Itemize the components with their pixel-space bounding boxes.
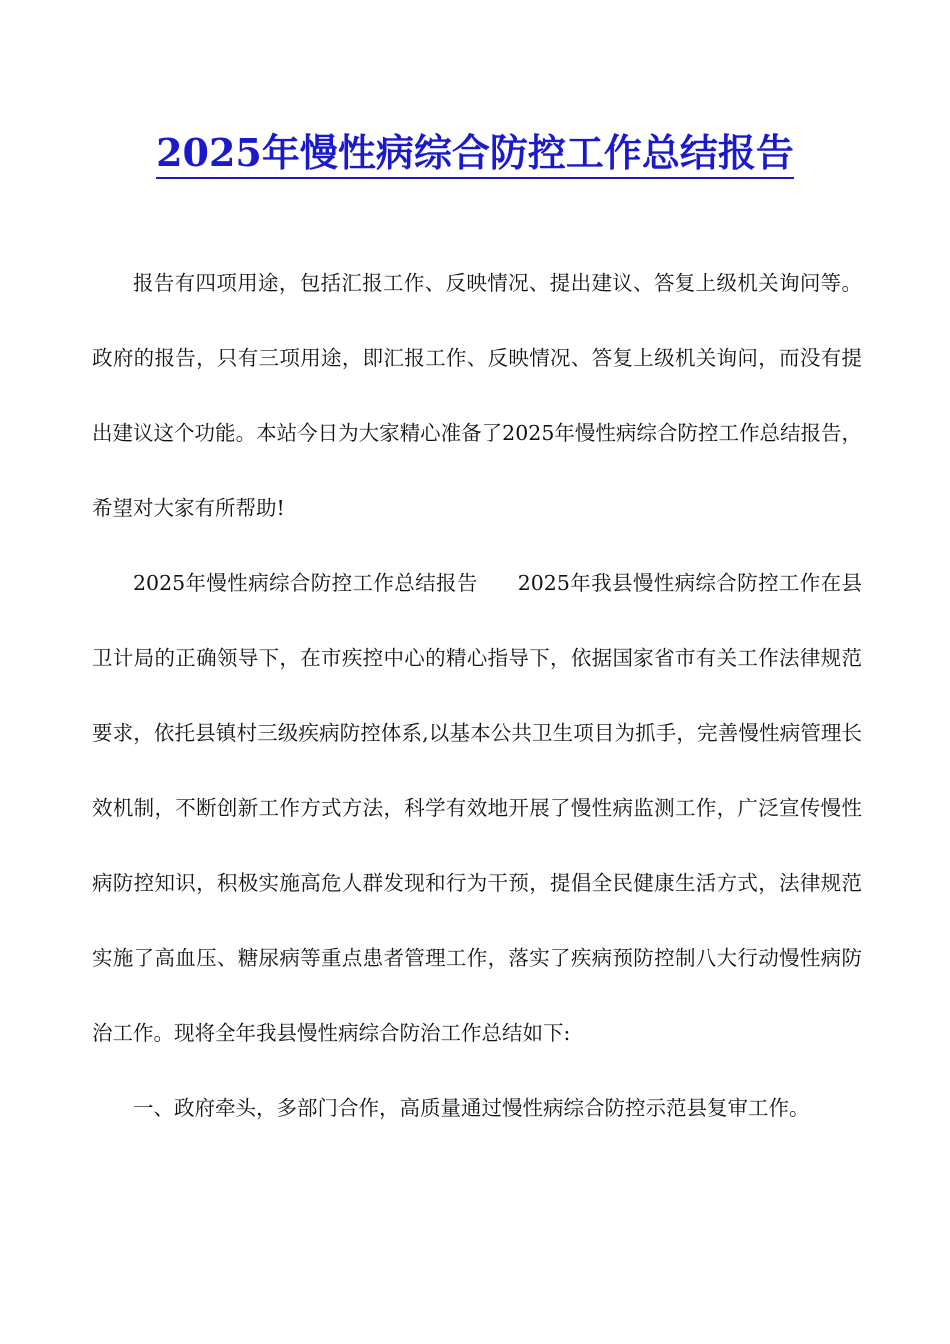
document-title-link[interactable]: 2025年慢性病综合防控工作总结报告 xyxy=(156,130,794,179)
summary-paragraph xyxy=(92,546,862,1071)
summary-lead-title: 2025年慢性病综合防控工作总结报告 xyxy=(133,571,478,595)
document-title[interactable] xyxy=(0,126,950,180)
section-one-heading: 一、政府牵头，多部门合作，高质量通过慢性病综合防控示范县复审工作。 xyxy=(133,1096,810,1120)
summary-body: 2025年我县慢性病综合防控工作在县卫计局的正确领导下，在市疾控中心的精心指导下，依据国家省市有关工作法律规范要求，依托县镇村三级疾病防控体系,以基本公共卫生项目为抓手，完善慢性病管理长效机制，不断创新工作方式方法，科学有效地开展了慢性病监测工作，广泛宣传慢性病防控知识，积极实施高危人群发现和行为干预，提倡全民健康生活方式，法律规范实施了高血压、糖尿病等重点患者管理工作，落实了疾病预防控制八大行动慢性病防治工作。现将全年我县慢性病综合防治工作总结如下: xyxy=(92,571,863,1045)
document-body xyxy=(92,246,862,1146)
intro-paragraph: 报告有四项用途，包括汇报工作、反映情况、提出建议、答复上级机关询问等。政府的报告，只有三项用途，即汇报工作、反映情况、答复上级机关询问，而没有提出建议这个功能。本站今日为大家精心准备了2025年慢性病综合防控工作总结报告，希望对大家有所帮助! xyxy=(92,271,862,520)
